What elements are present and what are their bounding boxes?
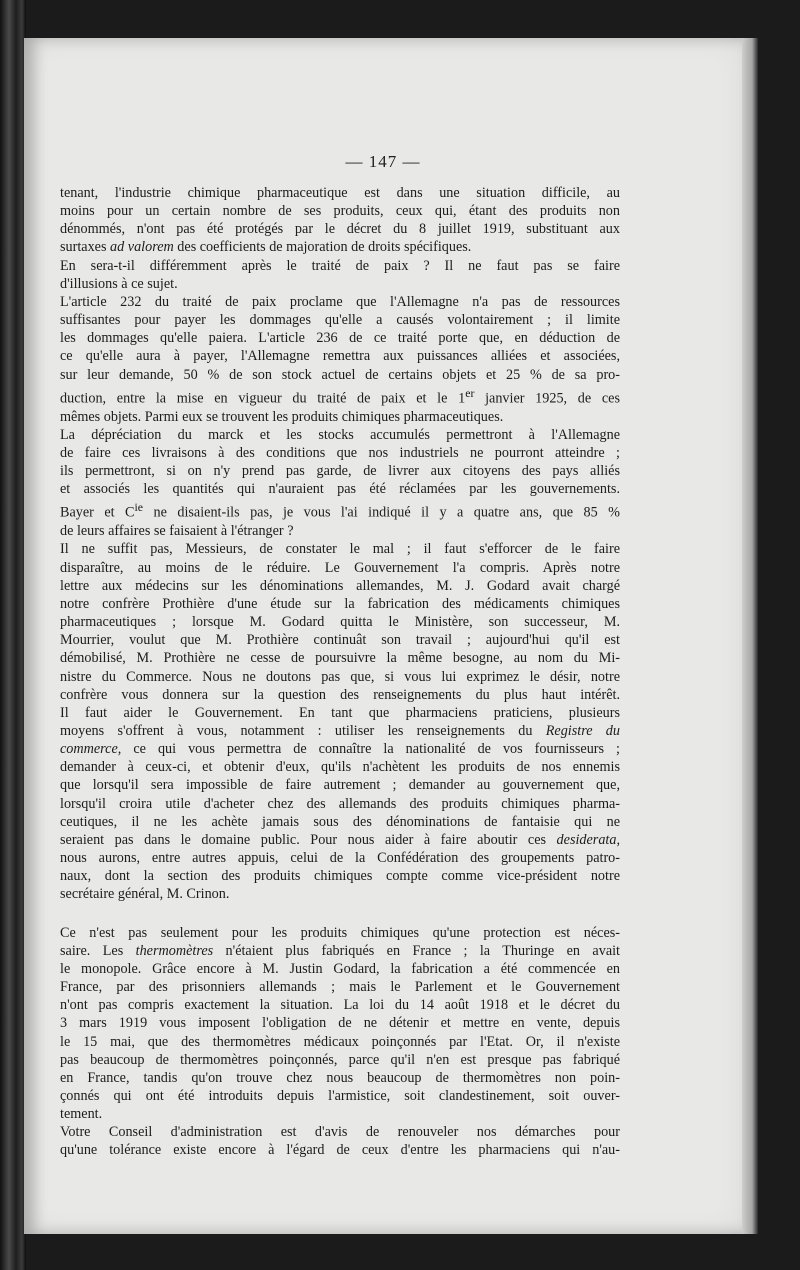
italic-term: commerce, — [60, 741, 122, 758]
text-line: de leurs affaires se faisaient à l'étranger ? — [60, 523, 294, 540]
text-line: notre confrère Prothière d'une étude sur la fabrication des médicaments chimiques — [60, 595, 620, 612]
text-line: çonnés qui ont été introduits depuis l'armistice, soit clandestinement, soit ouver- — [60, 1087, 620, 1104]
text-line: surtaxes ad valorem des coefficients de majoration de droits spécifiques. — [60, 239, 472, 256]
text-line: mêmes objets. Parmi eux se trouvent les produits chimiques pharmaceutiques. — [60, 408, 504, 425]
text-line: seraient pas dans le domaine public. Pour nous aider à faire aboutir ces desiderata, — [60, 831, 620, 848]
text-line: ceutiques, il ne les achète jamais sous des dénominations de fantaisie qui ne — [60, 813, 620, 830]
italic-term: desiderata, — [556, 831, 620, 848]
text-line: duction, entre la mise en vigueur du traité de paix et le 1er janvier 1925, de ces — [60, 385, 620, 407]
text-line: La dépréciation du marck et les stocks accumulés permettront à l'Allemagne — [60, 426, 620, 443]
text-line: ce qu'elle aura à payer, l'Allemagne remettra aux puissances alliées et associées, — [60, 348, 620, 365]
text-line: ils permettront, si on n'y prend pas garde, de livrer aux citoyens des pays alliés — [60, 463, 620, 480]
text-line: lorsqu'il croira utile d'acheter chez des allemands des produits chimiques pharma- — [60, 795, 620, 812]
text-line: Bayer et $C^{ie}$ ne disaient-ils pas, je vous l'ai indiqué il y a quatre ans, que 85 % — [60, 500, 620, 522]
text-line: que lorsqu'il sera impossible de faire autrement ; demander au gouvernement que, — [60, 777, 620, 794]
text-line: d'illusions à ce sujet. — [60, 275, 178, 292]
body-text — [60, 184, 620, 1160]
text-line: confrère vous donnera sur la question des renseignements du plus haut intérêt. — [60, 686, 620, 703]
text-line: en France, tandis qu'on trouve chez nous beaucoup de thermomètres non poin- — [60, 1069, 620, 1086]
text-line: Ce n'est pas seulement pour les produits chimiques qu'une protection est néces- — [60, 924, 620, 941]
text-line: le monopole. Grâce encore à M. Justin Godard, la fabrication a été commencée en — [60, 960, 620, 977]
text-line: Il ne suffit pas, Messieurs, de constater le mal ; il faut s'efforcer de le faire — [60, 541, 620, 558]
text-line: n'ont pas compris exactement la situation. La loi du 14 août 1918 et le décret du — [60, 997, 620, 1014]
text-line: nous aurons, entre autres appuis, celui de la Confédération des groupements patro- — [60, 850, 620, 867]
text-line: pharmaceutiques ; lorsque M. Godard quitta le Ministère, son successeur, M. — [60, 614, 620, 631]
text-line: nistre du Commerce. Nous ne doutons pas que, si vous lui exprimez le désir, notre — [60, 668, 620, 685]
text-line: tenant, l'industrie chimique pharmaceutique est dans une situation difficile, au — [60, 185, 620, 201]
italic-term: thermomètres — [135, 942, 214, 959]
text-line: Votre Conseil d'administration est d'avis de renouveler nos démarches pour — [60, 1124, 620, 1141]
text-line: moyens s'offrent à vous, notamment : utiliser les renseignements du Registre du — [60, 723, 620, 739]
text-line: France, par des prisonniers allemands ; mais le Parlement et le Gouvernement — [60, 979, 620, 996]
italic-term: ad valorem — [110, 239, 174, 256]
text-line: pas beaucoup de thermomètres poinçonnés, parce qu'il n'en est presque pas fabriqué — [60, 1051, 620, 1068]
text-line: Mourrier, voulut que M. Prothière continuât son travail ; aujourd'hui qu'il est — [60, 632, 620, 649]
text-line: saire. Les thermomètres n'étaient plus fabriqués en France ; la Thuringe en avait — [60, 942, 620, 959]
text-line: dénommés, n'ont pas été protégés par le décret du 8 juillet 1919, substituant aux — [60, 221, 620, 238]
text-line: les dommages qu'elle paiera. L'article 236 de ce traité porte que, en déduction de — [60, 330, 620, 347]
text-line: démobilisé, M. Prothière ne cesse de poursuivre la même besogne, au nom du Mi- — [60, 650, 620, 667]
text-line: 3 mars 1919 vous imposent l'obligation de ne détenir et mettre en vente, depuis — [60, 1015, 620, 1032]
text-line: suffisantes pour payer les dommages qu'elle a causés volontairement ; il limite — [60, 312, 620, 329]
text-line: commerce, ce qui vous permettra de connaître la nationalité de vos fournisseurs ; — [60, 741, 620, 758]
text-line: Il faut aider le Gouvernement. En tant que pharmaciens praticiens, plusieurs — [60, 704, 620, 721]
page-number: — 147 — — [345, 152, 421, 171]
italic-term: Registre du — [545, 723, 620, 739]
text-line: lettre aux médecins sur les dénominations allemandes, M. J. Godard avait chargé — [60, 577, 620, 594]
text-line: naux, dont la section des produits chimiques compte comme vice-président notre — [60, 868, 620, 885]
text-line: et associés les quantités qui n'auraient pas été réclamées par les gouvernements. — [60, 481, 620, 498]
book-spine — [0, 0, 26, 1270]
text-line: demander à ceux-ci, et obtenir d'eux, qu'ils n'achètent les produits de nos ennemis — [60, 759, 620, 776]
text-line: moins pour un certain nombre de ses produits, ceux qui, étant des produits non — [60, 203, 620, 220]
text-line: de faire ces livraisons à des conditions que nos industriels ne pourront atteindre ; — [60, 444, 620, 461]
text-line: L'article 232 du traité de paix proclame que l'Allemagne n'a pas de ressources — [60, 293, 620, 310]
text-line: En sera-t-il différemment après le traité de paix ? Il ne faut pas se faire — [60, 257, 620, 274]
text-line: tement. — [60, 1106, 103, 1123]
text-line: secrétaire général, M. Crinon. — [60, 886, 230, 903]
text-line: disparaître, au moins de le réduire. Le Gouvernement l'a compris. Après notre — [60, 559, 620, 576]
text-line: le 15 mai, que des thermomètres médicaux poinçonnés par l'Etat. Or, il n'existe — [60, 1033, 620, 1050]
text-line: qu'une tolérance existe encore à l'égard de ceux d'entre les pharmaciens qui n'au- — [60, 1142, 620, 1159]
page-edge — [742, 38, 758, 1234]
text-line: sur leur demande, 50 % de son stock actuel de certains objets et 25 % de sa pro- — [60, 366, 620, 383]
